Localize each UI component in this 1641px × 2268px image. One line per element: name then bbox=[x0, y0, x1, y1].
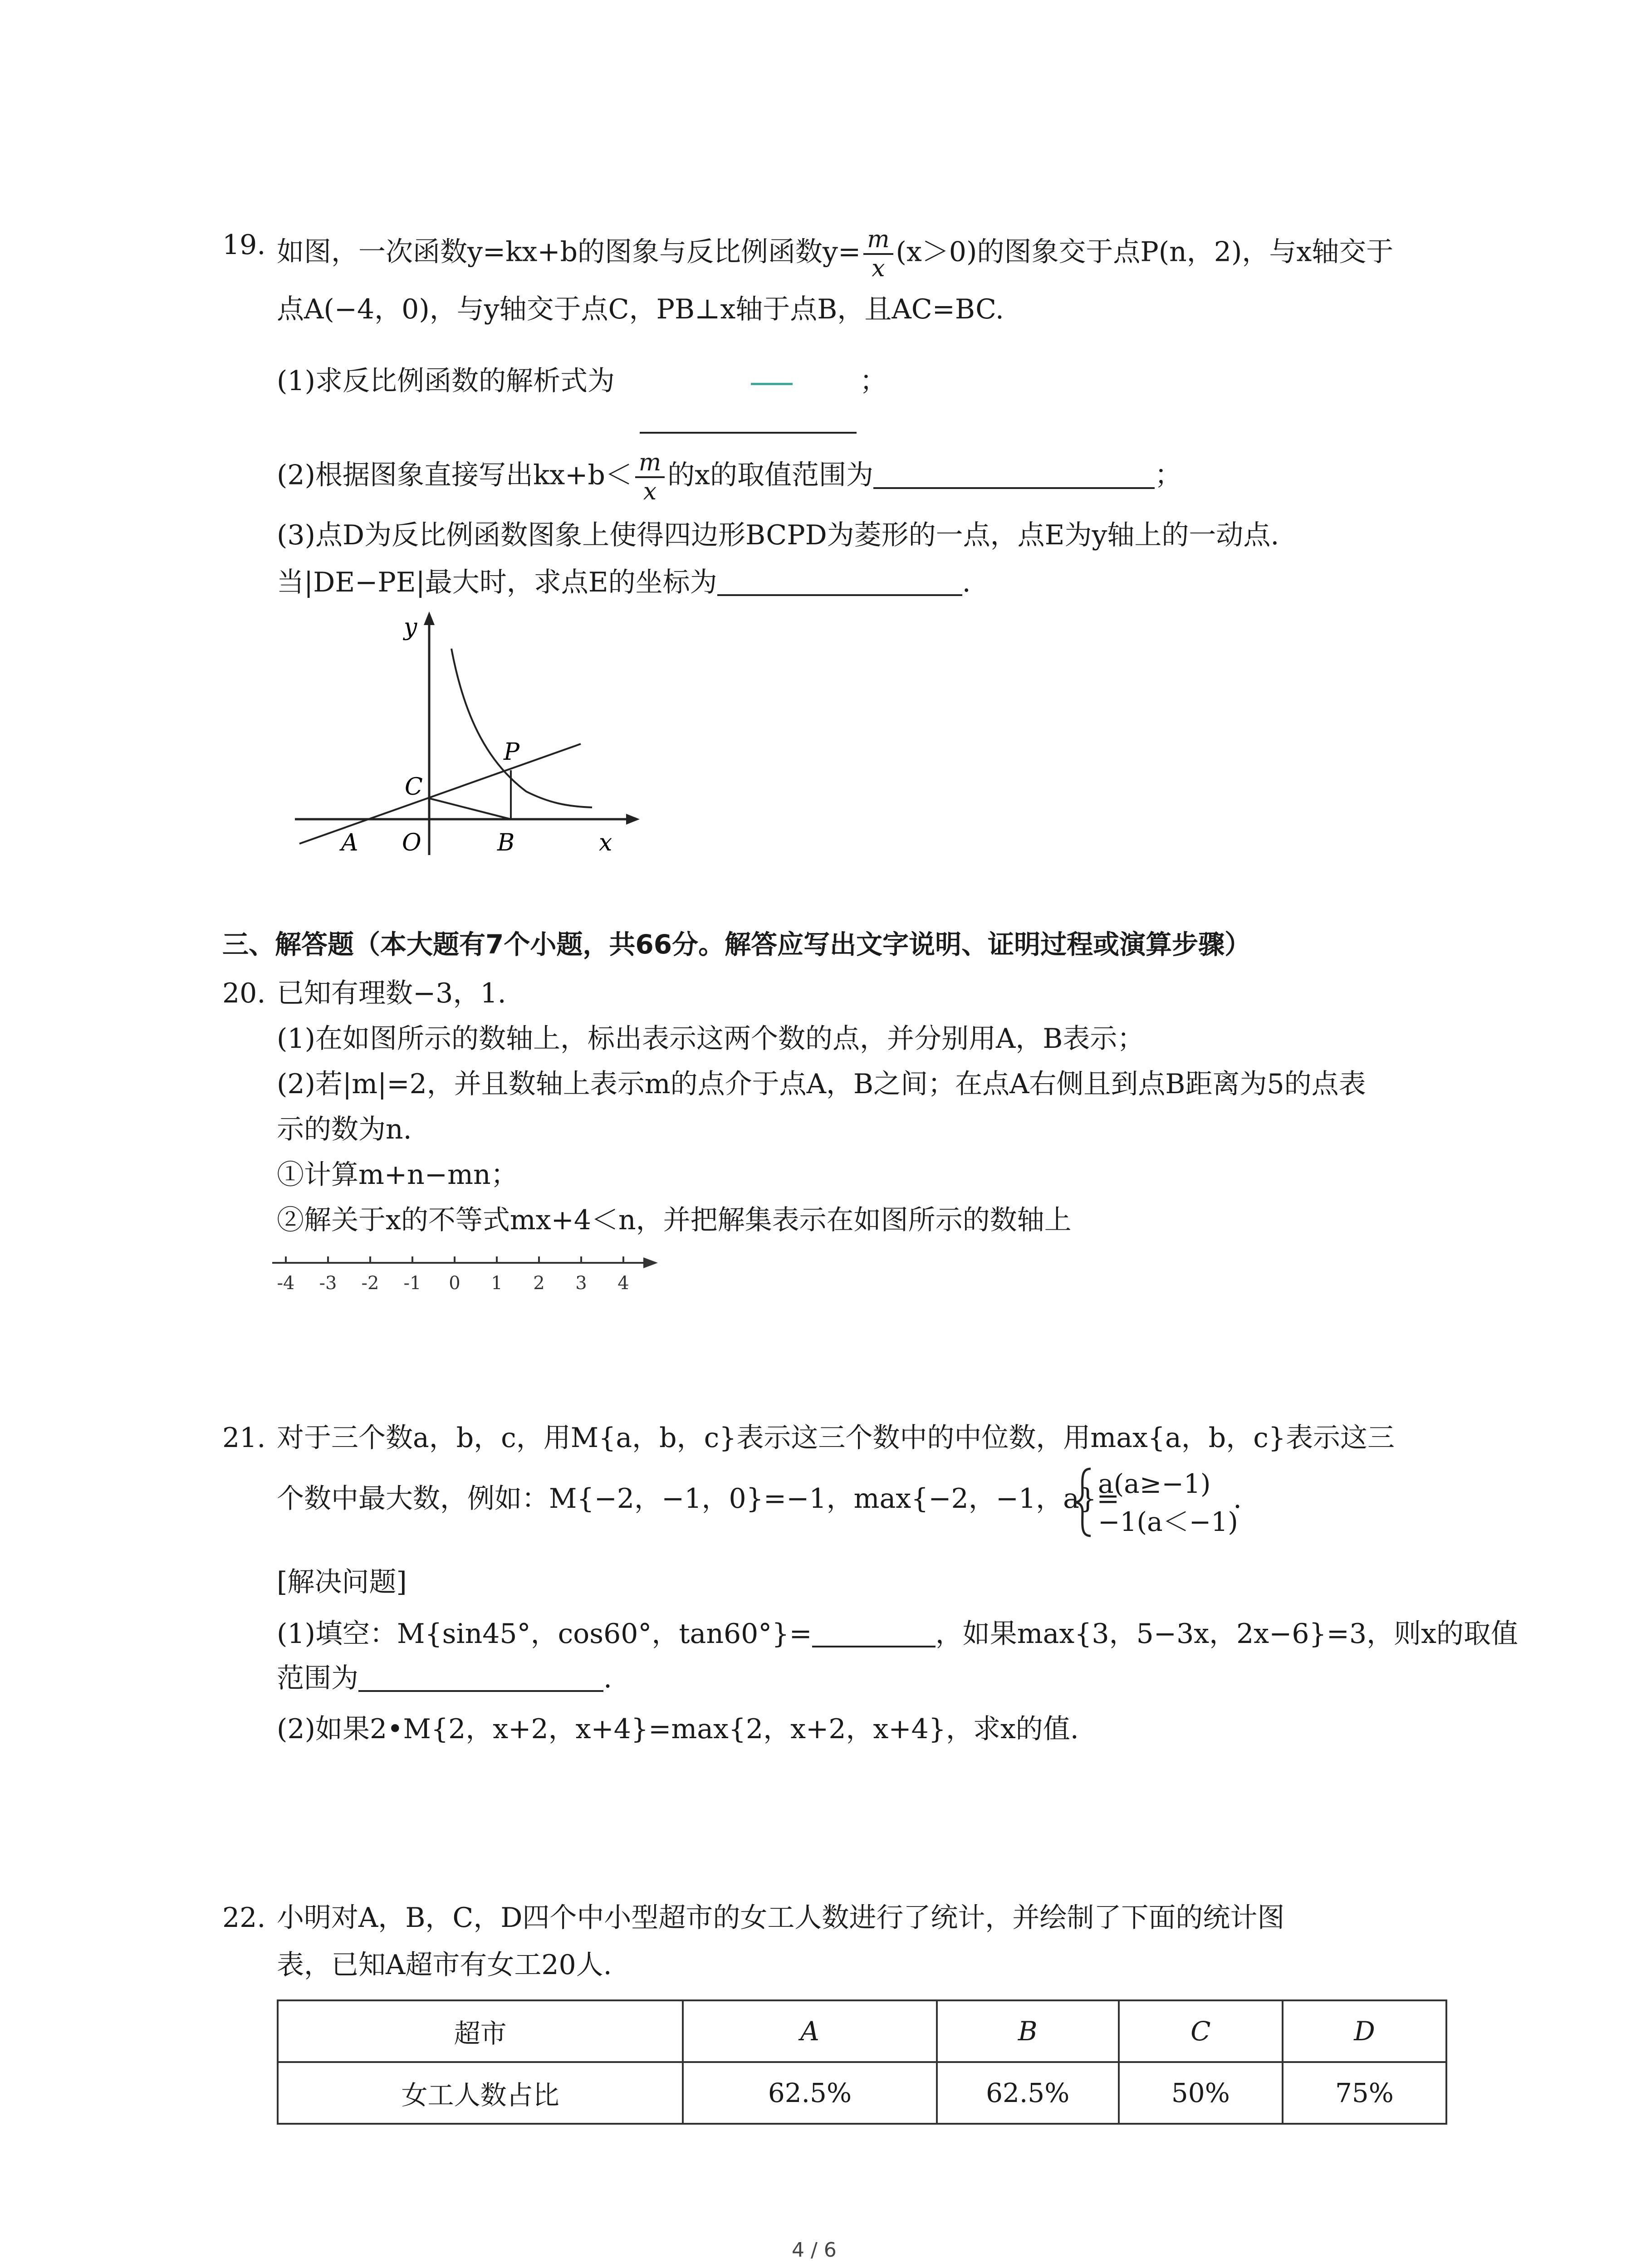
q21-part1-text-a: (1)填空：M{sin45°，cos60°，tan60°}= bbox=[277, 1618, 812, 1650]
question-22-number: 22. bbox=[222, 1902, 266, 1934]
number-line-tick-label: 4 bbox=[617, 1273, 629, 1294]
q19-text-1b: (x＞0)的图象交于点P(n，2)，与x轴交于 bbox=[896, 236, 1394, 268]
segment-cb bbox=[429, 798, 511, 819]
table-header-cell: C bbox=[1119, 2000, 1283, 2062]
table-cell: 75% bbox=[1283, 2062, 1446, 2124]
number-line-tick-label: 1 bbox=[491, 1273, 503, 1294]
table-header-cell: A bbox=[683, 2000, 936, 2062]
question-19-part-2 bbox=[277, 449, 1182, 505]
answer-blank-4[interactable] bbox=[812, 1646, 936, 1647]
number-line-tick-label: -4 bbox=[277, 1273, 295, 1294]
table-cell: 50% bbox=[1119, 2062, 1283, 2124]
question-19-line-1 bbox=[277, 226, 1393, 282]
q19-part1-text: (1)求反比例函数的解析式为 bbox=[277, 365, 615, 397]
number-line-tick-label: 3 bbox=[575, 1273, 587, 1294]
question-20-line-5: ①计算m+n−mn； bbox=[277, 1159, 518, 1191]
question-20-line-3: (2)若|m|=2，并且数轴上表示m的点介于点A，B之间；在点A右侧且到点B距离为5的点表 bbox=[277, 1068, 1366, 1100]
question-21-number: 21. bbox=[222, 1422, 266, 1454]
number-line bbox=[272, 1252, 662, 1306]
question-22-line-2: 表，已知A超市有女工20人. bbox=[277, 1949, 612, 1981]
question-19-number: 19. bbox=[222, 229, 266, 261]
label-p: P bbox=[504, 738, 519, 766]
table-header-cell: 超市 bbox=[278, 2000, 683, 2062]
label-a: A bbox=[341, 829, 358, 856]
question-20-line-4: 示的数为n. bbox=[277, 1114, 412, 1145]
question-20-number: 20. bbox=[222, 978, 266, 1009]
label-y: y bbox=[404, 614, 417, 641]
q19-part3-end: . bbox=[962, 567, 971, 598]
question-20-line-6: ②解关于x的不等式mx+4＜n，并把解集表示在如图所示的数轴上 bbox=[277, 1204, 1072, 1236]
fraction-denominator: x bbox=[872, 255, 885, 282]
question-21-line-3: [解决问题] bbox=[277, 1566, 407, 1598]
q19-part2-text-a: (2)根据图象直接写出kx+b＜ bbox=[277, 459, 632, 491]
case-1: a(a≥−1) bbox=[1098, 1468, 1211, 1499]
q19-part2-end: ； bbox=[1155, 459, 1182, 491]
q19-part1-end: ； bbox=[860, 365, 887, 397]
question-21-line-4 bbox=[277, 1615, 1518, 1653]
line-ykx-b bbox=[299, 744, 581, 844]
table-header-cell: B bbox=[937, 2000, 1119, 2062]
question-19-part-3-line-1: (3)点D为反比例函数图象上使得四边形BCPD为菱形的一点，点E为y轴上的一动点. bbox=[277, 519, 1279, 551]
fraction-m-over-x-2 bbox=[635, 449, 665, 505]
answer-blank-5[interactable] bbox=[358, 1690, 603, 1692]
table-cell: 女工人数占比 bbox=[278, 2062, 683, 2124]
question-21-line-1: 对于三个数a，b，c，用M{a，b，c}表示这三个数中的中位数，用max{a，b，c}表示这三 bbox=[277, 1422, 1395, 1454]
q21-range-end: . bbox=[603, 1662, 612, 1694]
section-3-heading: 三、解答题（本大题有7个小题，共66分。解答应写出文字说明、证明过程或演算步骤） bbox=[222, 929, 1251, 960]
question-22-line-1: 小明对A，B，C，D四个中小型超市的女工人数进行了统计，并绘制了下面的统计图 bbox=[277, 1902, 1285, 1934]
page-number: 4 / 6 bbox=[792, 2239, 837, 2262]
q21-line-2-end: . bbox=[1233, 1483, 1242, 1515]
statistics-table bbox=[277, 1999, 1447, 2125]
number-line-tick-label: 2 bbox=[533, 1273, 545, 1294]
question-21-line-5 bbox=[277, 1659, 612, 1697]
q19-part3-text: 当|DE−PE|最大时，求点E的坐标为 bbox=[277, 567, 717, 598]
number-line-tick-label: 0 bbox=[449, 1273, 460, 1294]
y-axis-arrow bbox=[424, 611, 435, 625]
question-19-part-1 bbox=[277, 362, 615, 400]
question-20-line-1: 已知有理数−3，1. bbox=[277, 978, 506, 1009]
fraction-m-over-x bbox=[863, 226, 893, 282]
number-line-tick-label: -1 bbox=[403, 1273, 421, 1294]
table-cell: 62.5% bbox=[683, 2062, 936, 2124]
answer-blank-1[interactable] bbox=[640, 432, 857, 434]
hyperbola-curve bbox=[451, 649, 592, 807]
fraction-numerator: m bbox=[863, 226, 893, 255]
label-x: x bbox=[599, 829, 612, 856]
label-c: C bbox=[405, 773, 423, 801]
answer-mark bbox=[751, 383, 793, 385]
label-b: B bbox=[497, 829, 515, 856]
question-21-line-6: (2)如果2•M{2，x+2，x+4}=max{2，x+2，x+4}，求x的值. bbox=[277, 1713, 1079, 1745]
question-19-part-3-line-2 bbox=[277, 563, 971, 601]
q19-text-1a: 如图，一次函数y=kx+b的图象与反比例函数y= bbox=[277, 236, 861, 268]
answer-blank-2[interactable] bbox=[873, 487, 1155, 489]
number-line-tick-label: -3 bbox=[319, 1273, 337, 1294]
table-cell: 62.5% bbox=[937, 2062, 1119, 2124]
q21-range-text: 范围为 bbox=[277, 1662, 358, 1694]
number-line-tick-label: -2 bbox=[361, 1273, 379, 1294]
case-2: −1(a＜−1) bbox=[1098, 1506, 1238, 1537]
number-line-arrow bbox=[643, 1257, 658, 1268]
fraction-numerator: m bbox=[635, 449, 665, 478]
answer-blank-3[interactable] bbox=[717, 594, 962, 596]
question-21-line-2: 个数中最大数，例如：M{−2，−1，0}=−1，max{−2，−1，a}= bbox=[277, 1483, 1120, 1515]
fraction-denominator: x bbox=[643, 478, 657, 505]
q19-part2-text-b: 的x的取值范围为 bbox=[667, 459, 874, 491]
question-19-line-2: 点A(−4，0)，与y轴交于点C，PB⊥x轴于点B，且AC=BC. bbox=[277, 293, 1004, 325]
left-brace bbox=[1071, 1466, 1098, 1539]
q21-part1-text-b: ，如果max{3，5−3x，2x−6}=3，则x的取值 bbox=[935, 1618, 1518, 1650]
x-axis-arrow bbox=[626, 814, 640, 825]
label-o: O bbox=[402, 829, 421, 856]
table-header-cell: D bbox=[1283, 2000, 1446, 2062]
function-graph-figure bbox=[290, 608, 644, 862]
table-header-row bbox=[278, 2000, 1446, 2062]
question-20-line-2: (1)在如图所示的数轴上，标出表示这两个数的点，并分别用A，B表示； bbox=[277, 1023, 1145, 1055]
table-row bbox=[278, 2062, 1446, 2124]
